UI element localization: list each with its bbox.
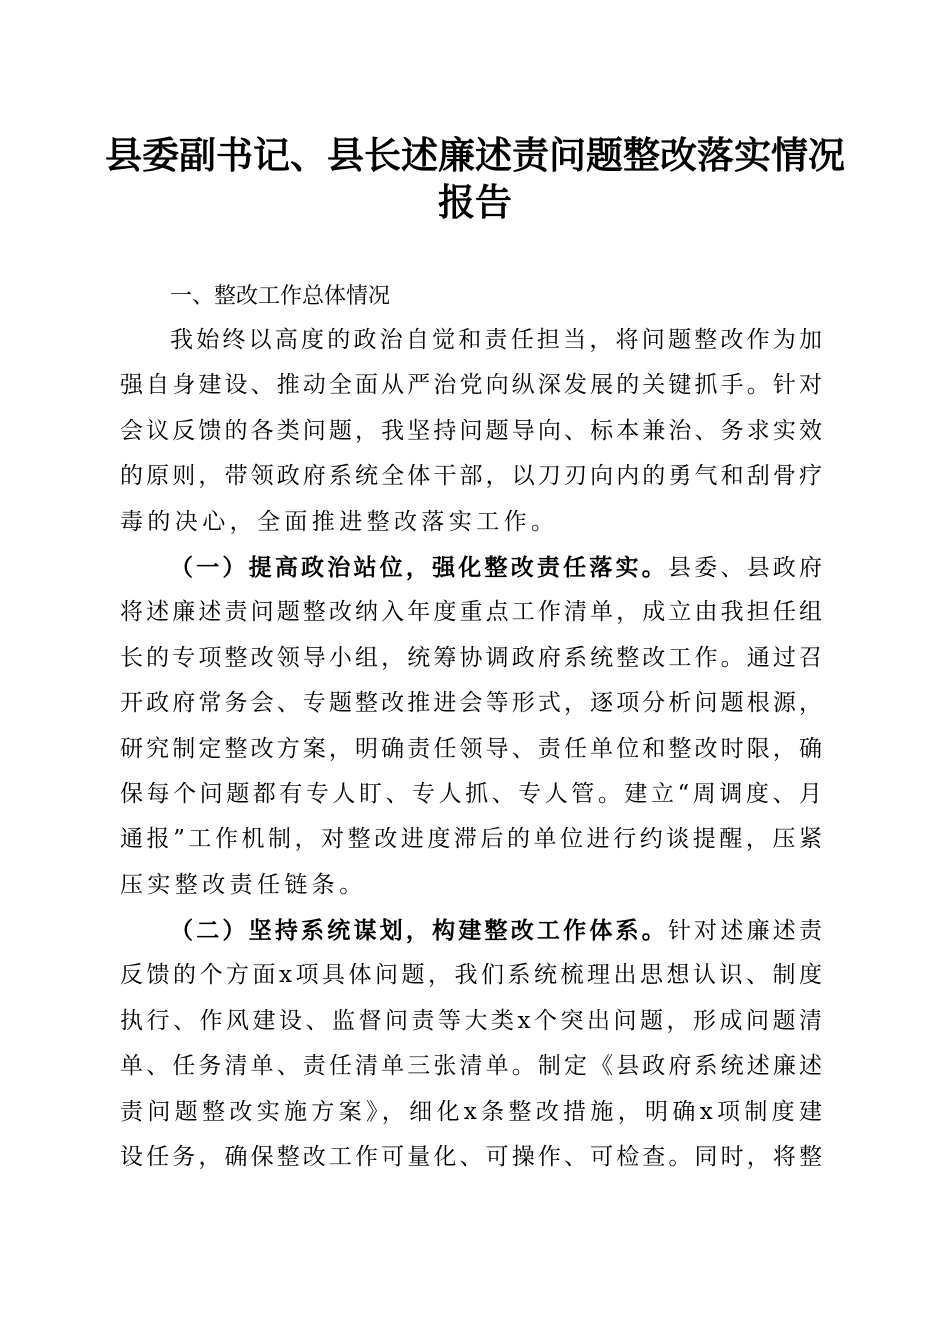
section-heading: 一、整改工作总体情况 bbox=[170, 284, 391, 309]
text-span: 县委、县政府 bbox=[667, 554, 823, 581]
text-line: 执行、作风建设、监督问责等大类x个突出问题，形成问题清 bbox=[120, 1007, 822, 1034]
paragraph-lead: （一）提高政治站位，强化整改责任落实。 bbox=[170, 553, 668, 581]
text-line: 设任务，确保整改工作可量化、可操作、可检查。同时，将整 bbox=[120, 1144, 822, 1171]
title-line-2: 报告 bbox=[438, 180, 512, 224]
text-line bbox=[120, 545, 822, 590]
text-line: 长的专项整改领导小组，统筹协调政府系统整改工作。通过召 bbox=[120, 644, 822, 671]
paragraph-system bbox=[120, 908, 822, 1180]
paragraph-responsibility bbox=[120, 545, 822, 908]
text-line: 责问题整改实施方案》，细化x条整改措施，明确x项制度建 bbox=[120, 1098, 822, 1125]
text-line: 我始终以高度的政治自觉和责任担当，将问题整改作为加 bbox=[170, 327, 822, 353]
text-line: 反馈的个方面x项具体问题，我们系统梳理出思想认识、制度 bbox=[120, 962, 822, 989]
text-line: 压实整改责任链条。 bbox=[120, 871, 367, 898]
paragraph-lead: （二）坚持系统谋划，构建整改工作体系。 bbox=[170, 917, 668, 945]
text-line: 开政府常务会、专题整改推进会等形式，逐项分析问题根源， bbox=[120, 690, 822, 717]
text-line: 单、任务清单、责任清单三张清单。制定《县政府系统述廉述 bbox=[120, 1053, 822, 1080]
document-title bbox=[100, 132, 850, 226]
text-line: 将述廉述责问题整改纳入年度重点工作清单，成立由我担任组 bbox=[120, 599, 822, 626]
text-line: 会议反馈的各类问题，我坚持问题导向、标本兼治、务求实效 bbox=[120, 417, 822, 444]
text-line: 保每个问题都有专人盯、专人抓、专人管。建立“周调度、月 bbox=[120, 780, 822, 807]
text-span: 针对述廉述责 bbox=[667, 918, 823, 945]
document-body bbox=[120, 318, 822, 1180]
text-line: 研究制定整改方案，明确责任领导、责任单位和整改时限，确 bbox=[120, 735, 822, 762]
paragraph-overview bbox=[120, 318, 822, 545]
text-line: 毒的决心，全面推进整改落实工作。 bbox=[120, 508, 559, 535]
text-line: 的原则，带领政府系统全体干部，以刀刃向内的勇气和刮骨疗 bbox=[120, 463, 822, 490]
text-line: 强自身建设、推动全面从严治党向纵深发展的关键抓手。针对 bbox=[120, 372, 822, 399]
title-line-1: 县委副书记、县长述廉述责问题整改落实情况 bbox=[105, 133, 845, 177]
text-line: 通报”工作机制，对整改进度滞后的单位进行约谈提醒，压紧 bbox=[120, 826, 822, 853]
text-line bbox=[120, 908, 822, 953]
